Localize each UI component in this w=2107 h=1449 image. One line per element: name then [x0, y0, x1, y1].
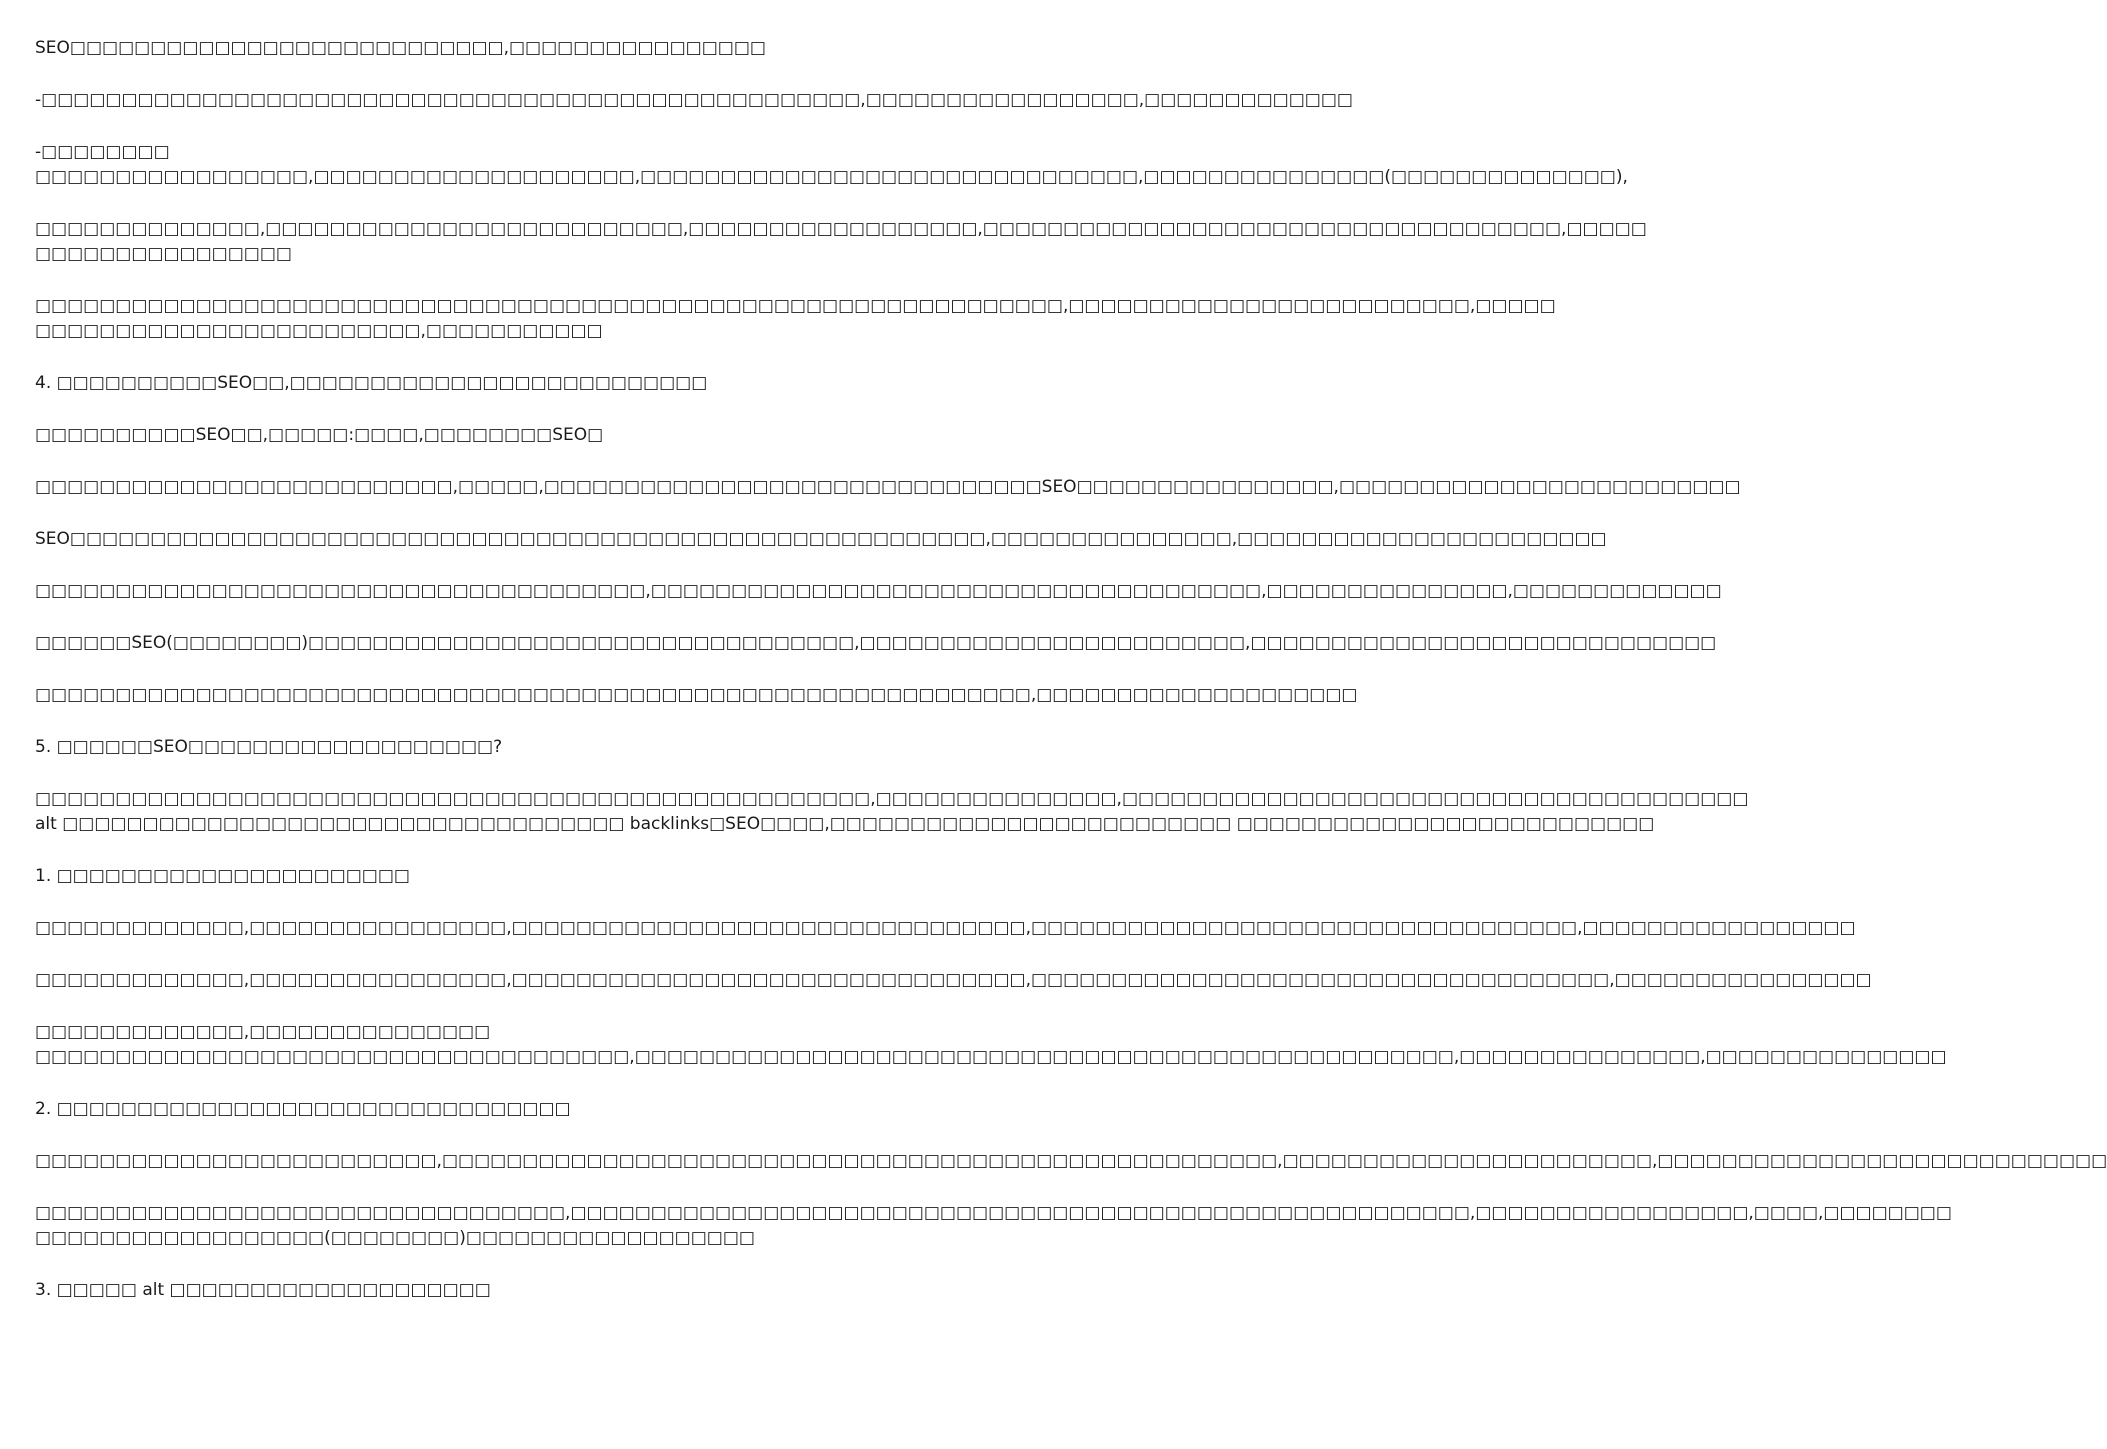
paragraph — [35, 294, 1556, 344]
text-line: -□□□□□□□□□□□□□□□□□□□□□□□□□□□□□□□□□□□□□□□□□□□□□□□□□□□,□□□□□□□□□□□□□□□□□,□□□□□□□□□□□□□ — [35, 90, 1353, 110]
paragraph — [35, 475, 1741, 500]
paragraph — [35, 1201, 1952, 1251]
text-line: -□□□□□□□□ — [35, 142, 170, 162]
section-heading — [35, 371, 990, 396]
text-line: □□□□□□□□□□□□□□□□□□□□□□□□□□,□□□□□,□□□□□□□□□□□□□□□□□□□□□□□□□□□□□□□SEO□□□□□□□□□□□□□□□□,□□□□□□□□□□□□□□□□□□□□□□□□□ — [35, 477, 1741, 497]
paragraph — [35, 423, 990, 448]
text-line: □□□□□□SEO(□□□□□□□□)□□□□□□□□□□□□□□□□□□□□□□□□□□□□□□□□□□,□□□□□□□□□□□□□□□□□□□□□□□□,□□□□□□□□□□□□□□□□□□□□□□□□□□□□□ — [35, 633, 1717, 653]
paragraph — [35, 579, 1722, 604]
paragraph — [35, 968, 1872, 993]
text-line: □□□□□□□□□□□□□,□□□□□□□□□□□□□□□□,□□□□□□□□□□□□□□□□□□□□□□□□□□□□□□□□,□□□□□□□□□□□□□□□□□□□□□□□□□□□□□□□□□□□□,□□□□□□□□□□□□□□□□ — [35, 970, 1872, 990]
text-line: □□□□□□□□□□□□□□□□□□□□□□□□□□□□□□□□□□□□□□,□□□□□□□□□□□□□□□□□□□□□□□□□□□□□□□□□□□□□□,□□□□□□□□□□□□□□□,□□□□□□□□□□□□□ — [35, 581, 1722, 601]
paragraph — [35, 1149, 2107, 1174]
text-line: SEO□□□□□□□□□□□□□□□□□□□□□□□□□□□,□□□□□□□□□□□□□□□□ — [35, 38, 766, 58]
paragraph — [35, 1020, 1947, 1070]
text-line: □□□□□□□□□□□□□□□□□□□□□□□□□□□□□□□□□□□□□□□□□□□□□□□□□□□□□□□□□□□□□□,□□□□□□□□□□□□□□□□□□□□ — [35, 685, 1358, 705]
paragraph — [35, 36, 990, 61]
text-line: 1. □□□□□□□□□□□□□□□□□□□□□□ — [35, 866, 410, 886]
document-body — [35, 36, 2107, 1330]
text-line: □□□□□□□□□□□□□□□□ — [35, 244, 292, 264]
section-heading — [35, 88, 1353, 113]
text-line: □□□□□□□□□□□□□□□□□□□□□□□□,□□□□□□□□□□□ — [35, 321, 603, 341]
section-heading — [35, 1278, 990, 1303]
text-line: 4. □□□□□□□□□□SEO□□,□□□□□□□□□□□□□□□□□□□□□□□□□□ — [35, 373, 708, 393]
text-line: □□□□□□□□□□□□□□□□□□(□□□□□□□□)□□□□□□□□□□□□□□□□□□ — [35, 1228, 755, 1248]
paragraph — [35, 527, 1607, 552]
text-line: □□□□□□□□□□SEO□□,□□□□□:□□□□,□□□□□□□□SEO□ — [35, 425, 604, 445]
text-line: alt □□□□□□□□□□□□□□□□□□□□□□□□□□□□□□□□□□□ backlinks□SEO□□□□,□□□□□□□□□□□□□□□□□□□□□□□□□ □□□□□□□□□□□□□□□□□□□□□□□□□□ — [35, 814, 1655, 834]
section-heading — [35, 864, 990, 889]
paragraph — [35, 631, 1717, 656]
text-line: 5. □□□□□□SEO□□□□□□□□□□□□□□□□□□□? — [35, 737, 503, 757]
paragraph — [35, 683, 1358, 708]
text-line: □□□□□□□□□□□□□,□□□□□□□□□□□□□□□□,□□□□□□□□□□□□□□□□□□□□□□□□□□□□□□□□,□□□□□□□□□□□□□□□□□□□□□□□□□□□□□□□□□□,□□□□□□□□□□□□□□□□□ — [35, 918, 1856, 938]
text-line: □□□□□□□□□□□□□□□□□□□□□□□□□□□□□□□□□□□□□□□□□□□□□□□□□□□□□□□□□□□□□□□□,□□□□□□□□□□□□□□□□□□□□□□□□□,□□□□□ — [35, 296, 1556, 316]
text-line: □□□□□□□□□□□□□□□□□□□□□□□□□□□□□□□□□,□□□□□□□□□□□□□□□□□□□□□□□□□□□□□□□□□□□□□□□□□□□□□□□□□□□□□□□□,□□□□□□□□□□□□□□□□□,□□□□,□□□□□□□□ — [35, 1203, 1952, 1223]
paragraph — [35, 217, 1647, 267]
text-line: 3. □□□□□ alt □□□□□□□□□□□□□□□□□□□□ — [35, 1280, 491, 1300]
section-heading — [35, 1097, 990, 1122]
paragraph — [35, 140, 1628, 190]
paragraph — [35, 916, 1856, 941]
text-line: □□□□□□□□□□□□□□,□□□□□□□□□□□□□□□□□□□□□□□□□□,□□□□□□□□□□□□□□□□□□,□□□□□□□□□□□□□□□□□□□□□□□□□□□□□□□□□□□□,□□□□□ — [35, 219, 1647, 239]
text-line: □□□□□□□□□□□□□□□□□,□□□□□□□□□□□□□□□□□□□□,□□□□□□□□□□□□□□□□□□□□□□□□□□□□□□□,□□□□□□□□□□□□□□□(□□□□□□□□□□□□□□), — [35, 167, 1628, 187]
paragraph — [35, 787, 1749, 837]
text-line: SEO□□□□□□□□□□□□□□□□□□□□□□□□□□□□□□□□□□□□□□□□□□□□□□□□□□□□□□□□□,□□□□□□□□□□□□□□□,□□□□□□□□□□□□□□□□□□□□□□□ — [35, 529, 1607, 549]
text-line: 2. □□□□□□□□□□□□□□□□□□□□□□□□□□□□□□□□ — [35, 1099, 571, 1119]
section-heading — [35, 735, 990, 760]
text-line: □□□□□□□□□□□□□□□□□□□□□□□□□□□□□□□□□□□□□□□□□□□□□□□□□□□□,□□□□□□□□□□□□□□□,□□□□□□□□□□□□□□□□□□□□□□□□□□□□□□□□□□□□□□□ — [35, 789, 1749, 809]
text-line: □□□□□□□□□□□□□□□□□□□□□□□□□,□□□□□□□□□□□□□□□□□□□□□□□□□□□□□□□□□□□□□□□□□□□□□□□□□□□□,□□□□□□□□□□□□□□□□□□□□□□□,□□□□□□□□□□□□□□□□□□□□□□□□□□□□ — [35, 1151, 2107, 1171]
text-line: □□□□□□□□□□□□□,□□□□□□□□□□□□□□□ — [35, 1022, 491, 1042]
text-line: □□□□□□□□□□□□□□□□□□□□□□□□□□□□□□□□□□□□□,□□□□□□□□□□□□□□□□□□□□□□□□□□□□□□□□□□□□□□□□□□□□□□□□□□□,□□□□□□□□□□□□□□□,□□□□□□□□□□□□□□□ — [35, 1047, 1947, 1067]
